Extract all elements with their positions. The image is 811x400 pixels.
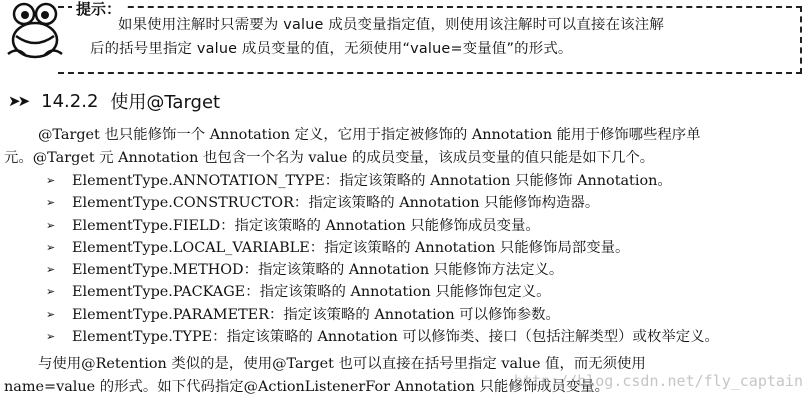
outro-line-2: name=value 的形式。如下代码指定@ActionListenerFor Annotation 只能修饰成员变量。 <box>4 379 609 395</box>
bullet-arrow-icon: ➢ <box>46 174 56 187</box>
list-item: ➢ ElementType.PARAMETER：指定该策略的 Annotation 可以修饰参数。 <box>46 304 719 326</box>
list-item: ➢ ElementType.CONSTRUCTOR：指定该策略的 Annotation 只能修饰构造器。 <box>46 192 719 214</box>
tip-box <box>0 0 811 80</box>
list-item: ➢ ElementType.METHOD：指定该策略的 Annotation 只能修饰方法定义。 <box>46 259 719 281</box>
list-item: ➢ ElementType.LOCAL_VARIABLE：指定该策略的 Annotation 只能修饰局部变量。 <box>46 237 719 259</box>
double-arrow-icon: ➤➤ <box>8 92 28 110</box>
section-title: 使用@Target <box>110 92 221 113</box>
bullet-arrow-icon: ➢ <box>46 263 56 277</box>
tip-text-line-2: 后的括号里指定 value 成员变量的值，无须使用“value=变量值”的形式。 <box>90 41 573 57</box>
section-number: 14.2.2 <box>41 90 99 112</box>
list-item: ➢ ElementType.PACKAGE：指定该策略的 Annotation 只能修饰包定义。 <box>46 281 719 303</box>
tip-text-line-1: 如果使用注解时只需要为 value 成员变量指定值，则使用该注解时可以直接在该注解 <box>118 17 664 33</box>
section-heading <box>8 88 220 114</box>
bullet-arrow-icon: ➢ <box>46 196 56 210</box>
element-type-list <box>46 170 719 348</box>
bullet-arrow-icon: ➢ <box>46 330 56 344</box>
frog-mascot-icon <box>4 0 66 60</box>
tip-heading: 提示： <box>72 0 125 18</box>
intro-line-2: 元。@Target 元 Annotation 也包含一个名为 value 的成员变量，该成员变量的值只能是如下几个。 <box>4 150 655 166</box>
bullet-arrow-icon: ➢ <box>46 307 56 321</box>
list-item: ➢ ElementType.FIELD：指定该策略的 Annotation 只能修饰成员变量。 <box>46 215 719 237</box>
outro-line-1: 与使用@Retention 类似的是，使用@Target 也可以直接在括号里指定 value 值，而无须使用 <box>38 356 646 372</box>
list-item: ➢ ElementType.ANNOTATION_TYPE：指定该策略的 Annotation 只能修饰 Annotation。 <box>46 170 719 192</box>
list-item: ➢ ElementType.TYPE：指定该策略的 Annotation 可以修饰类、接口（包括注解类型）或枚举定义。 <box>46 326 719 348</box>
bullet-arrow-icon: ➢ <box>46 218 56 232</box>
intro-line-1: @Target 也只能修饰一个 Annotation 定义，它用于指定被修饰的 Annotation 能用于修饰哪些程序单 <box>38 127 701 143</box>
bullet-arrow-icon: ➢ <box>46 240 56 254</box>
bullet-arrow-icon: ➢ <box>46 285 56 299</box>
watermark: http://blog.csdn.net/fly_captain <box>514 372 803 390</box>
